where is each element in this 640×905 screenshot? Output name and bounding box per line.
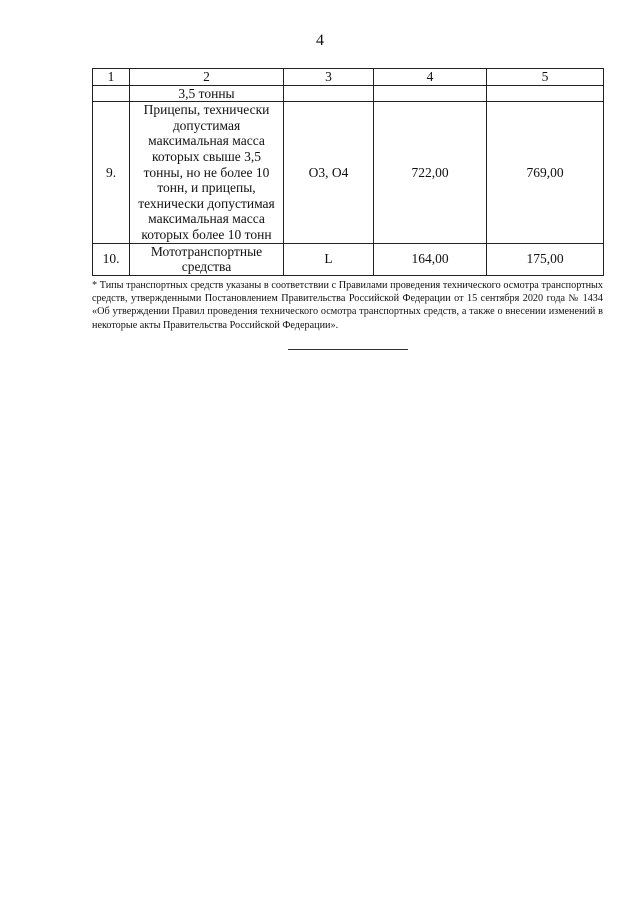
table-cell — [93, 85, 130, 102]
footnote-text: Типы транспортных средств указаны в соответствии с Правилами проведения технического осмотра транспортных средств, утвержденными Постановлением Правительства Российской Федерации от 15 сентября 2020 года № 1434 «Об утверждении Правил проведения технического осмотра транспортных средств, а также о внесении изменений в некоторые акты Правительства Российской Федерации». — [92, 280, 603, 331]
table-cell — [284, 85, 374, 102]
table-cell-category: О3, О4 — [284, 102, 374, 243]
header-cell: 3 — [284, 69, 374, 86]
table-cell-num: 9. — [93, 102, 130, 243]
fee-table — [92, 68, 604, 276]
table-cell-num: 10. — [93, 243, 130, 275]
table-header-row — [93, 69, 604, 86]
table-cell-description: 3,5 тонны — [130, 85, 284, 102]
table-cell-price: 769,00 — [487, 102, 604, 243]
header-cell: 1 — [93, 69, 130, 86]
header-cell: 4 — [374, 69, 487, 86]
table-cell-price: 722,00 — [374, 102, 487, 243]
table-cell-price: 175,00 — [487, 243, 604, 275]
table-cell-category: L — [284, 243, 374, 275]
table-cell-description: Прицепы, технически допустимая максимальная масса которых свыше 3,5 тонны, но не более 10 тонн, и прицепы, технически допустимая максимальная масса которых более 10 тонн — [130, 102, 284, 243]
page-number: 4 — [316, 32, 324, 49]
footnote — [92, 279, 603, 332]
table-row — [93, 243, 604, 275]
header-cell: 5 — [487, 69, 604, 86]
table-cell — [374, 85, 487, 102]
table-row — [93, 102, 604, 243]
footnote-divider — [288, 349, 408, 350]
table-cell-description: Мототранспортные средства — [130, 243, 284, 275]
table-cell — [487, 85, 604, 102]
table-row-continuation — [93, 85, 604, 102]
table-cell-price: 164,00 — [374, 243, 487, 275]
header-cell: 2 — [130, 69, 284, 86]
footnote-mark: * — [92, 280, 98, 291]
